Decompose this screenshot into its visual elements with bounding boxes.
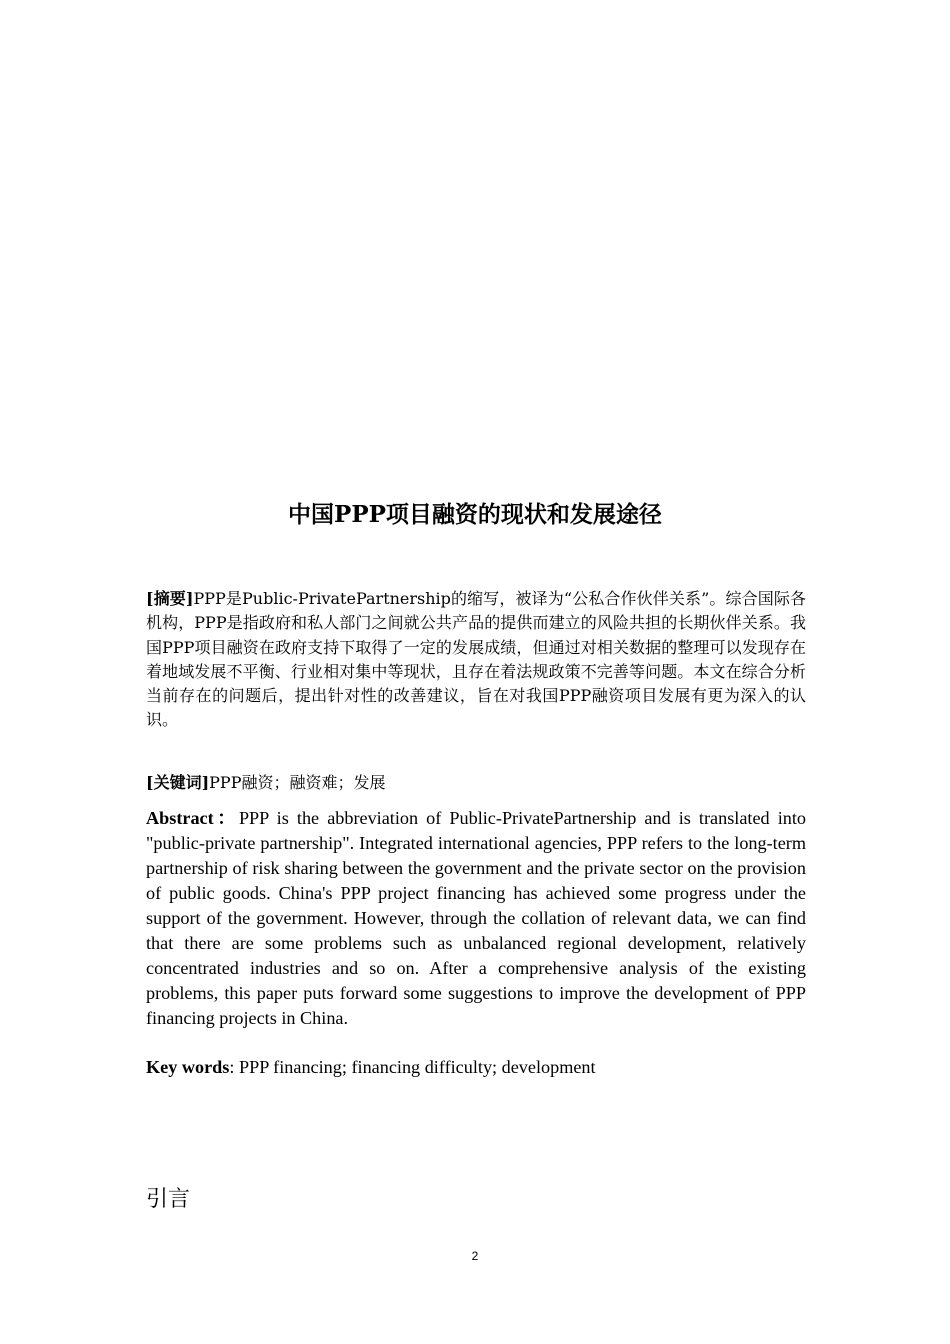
document-title: 中国PPP项目融资的现状和发展途径	[288, 501, 662, 528]
section-heading-introduction: 引言	[146, 1187, 191, 1212]
english-abstract-label: Abstract：	[146, 808, 239, 828]
page-number: 2	[471, 1249, 479, 1263]
english-abstract	[146, 806, 806, 1031]
chinese-abstract	[146, 587, 806, 733]
chinese-keywords-text: PPP融资；融资难；发展	[209, 773, 386, 792]
chinese-keywords	[146, 771, 806, 795]
chinese-keywords-label: [关键词]	[146, 773, 210, 792]
english-keywords-label: Key words	[146, 1057, 230, 1077]
english-keywords-text: : PPP financing; financing difficulty; development	[229, 1057, 596, 1077]
english-abstract-text: PPP is the abbreviation of Public-PrivatePartnership and is translated into "public-private partnership". Integrated international agencies, PPP refers to the long-term partnership of risk sharing between the government and the private sector on the provision of public goods. China's PPP project financing has achieved some progress under the support of the government. However, through the collation of relevant data, we can find that there are some problems such as unbalanced regional development, relatively concentrated industries and so on. After a comprehensive analysis of the existing problems, this paper puts forward some suggestions to improve the development of PPP financing projects in China.	[146, 808, 806, 1028]
english-keywords	[146, 1055, 806, 1080]
chinese-abstract-label: [摘要]	[146, 589, 194, 608]
chinese-abstract-text: PPP是Public-PrivatePartnership的缩写，被译为“公私合作伙伴关系”。综合国际各机构，PPP是指政府和私人部门之间就公共产品的提供而建立的风险共担的长期伙伴关系。我国PPP项目融资在政府支持下取得了一定的发展成绩，但通过对相关数据的整理可以发现存在着地域发展不平衡、行业相对集中等现状，且存在着法规政策不完善等问题。本文在综合分析当前存在的问题后，提出针对性的改善建议，旨在对我国PPP融资项目发展有更为深入的认识。	[146, 589, 806, 730]
